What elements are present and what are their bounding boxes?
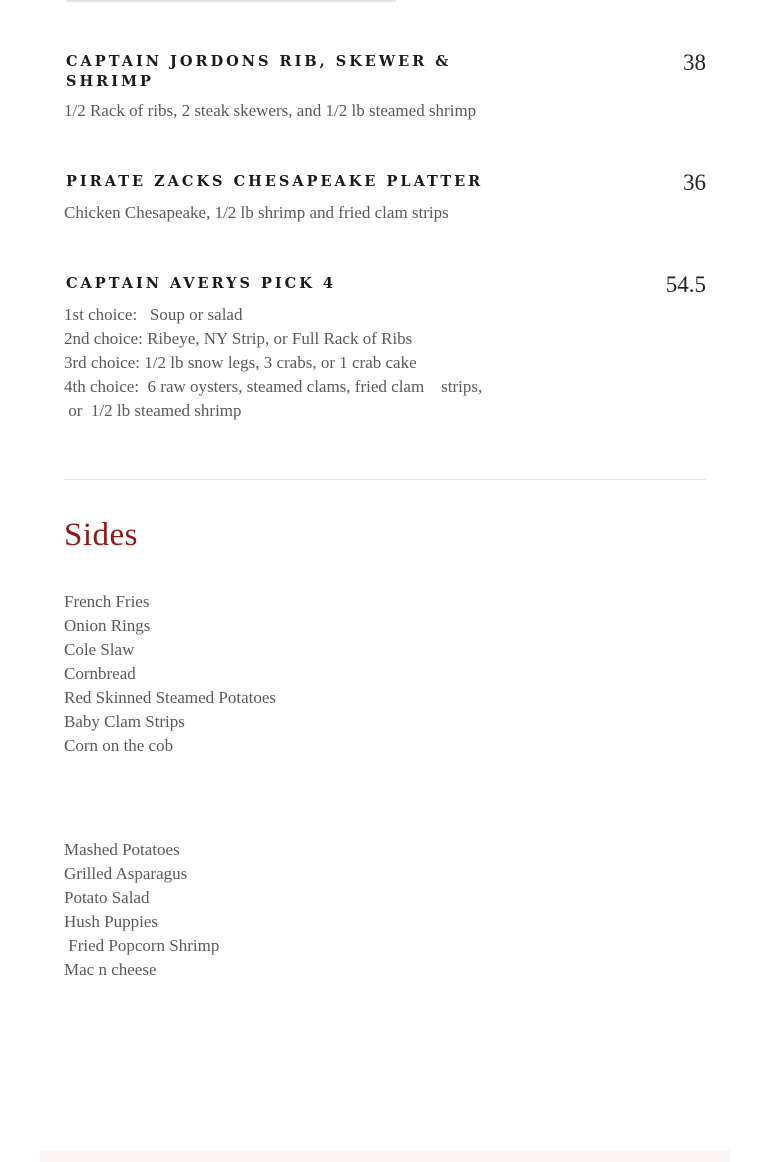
menu-item-price: 38 bbox=[683, 50, 706, 75]
menu-item-name: CAPTAIN AVERYS PICK 4 bbox=[66, 275, 336, 292]
footer-band bbox=[40, 1150, 730, 1162]
sides-list-group-one bbox=[64, 590, 276, 758]
side-item: Corn on the cob bbox=[64, 736, 174, 755]
menu-item-name: PIRATE ZACKS CHESAPEAKE PLATTER bbox=[66, 173, 484, 190]
menu-item-description-line: 1st choice: Soup or salad bbox=[64, 305, 243, 324]
section-divider bbox=[64, 479, 706, 480]
menu-item-price: 54.5 bbox=[665, 272, 706, 297]
cut-off-previous-item bbox=[64, 0, 404, 4]
sides-list-group-two bbox=[64, 838, 219, 982]
menu-item-captain-averys bbox=[64, 274, 706, 424]
menu-item-description: 1/2 Rack of ribs, 2 steak skewers, and 1/2 lb steamed shrimp bbox=[64, 101, 477, 120]
menu-item-description-line: 3rd choice: 1/2 lb snow legs, 3 crabs, or 1 crab cake bbox=[64, 353, 417, 372]
cut-off-text-fragment bbox=[66, 0, 396, 2]
side-item: Onion Rings bbox=[64, 616, 151, 635]
side-item: Baby Clam Strips bbox=[64, 712, 185, 731]
menu-item-description-line: 2nd choice: Ribeye, NY Strip, or Full Rack of Ribs bbox=[64, 329, 413, 348]
menu-item-description-line: 4th choice: 6 raw oysters, steamed clams, fried clam strips, bbox=[64, 377, 483, 396]
side-item: Cole Slaw bbox=[64, 640, 135, 659]
menu-item-pirate-zacks bbox=[64, 172, 706, 232]
side-item: Cornbread bbox=[64, 664, 136, 683]
side-item: Potato Salad bbox=[64, 888, 150, 907]
side-item: Fried Popcorn Shrimp bbox=[64, 936, 220, 955]
side-item: Mac n cheese bbox=[64, 960, 157, 979]
menu-item-price: 36 bbox=[683, 170, 706, 195]
menu-item-description: Chicken Chesapeake, 1/2 lb shrimp and fried clam strips bbox=[64, 203, 449, 222]
side-item: Hush Puppies bbox=[64, 912, 158, 931]
side-item: Grilled Asparagus bbox=[64, 864, 188, 883]
menu-item-name: CAPTAIN JORDONS RIB, SKEWER & SHRIMP bbox=[66, 53, 452, 90]
menu-item-captain-jordons bbox=[64, 52, 706, 132]
side-item: Red Skinned Steamed Potatoes bbox=[64, 688, 277, 707]
side-item: Mashed Potatoes bbox=[64, 840, 180, 859]
sides-section-title: Sides bbox=[64, 517, 139, 553]
menu-item-description-line: or 1/2 lb steamed shrimp bbox=[64, 401, 242, 420]
side-item: French Fries bbox=[64, 592, 150, 611]
